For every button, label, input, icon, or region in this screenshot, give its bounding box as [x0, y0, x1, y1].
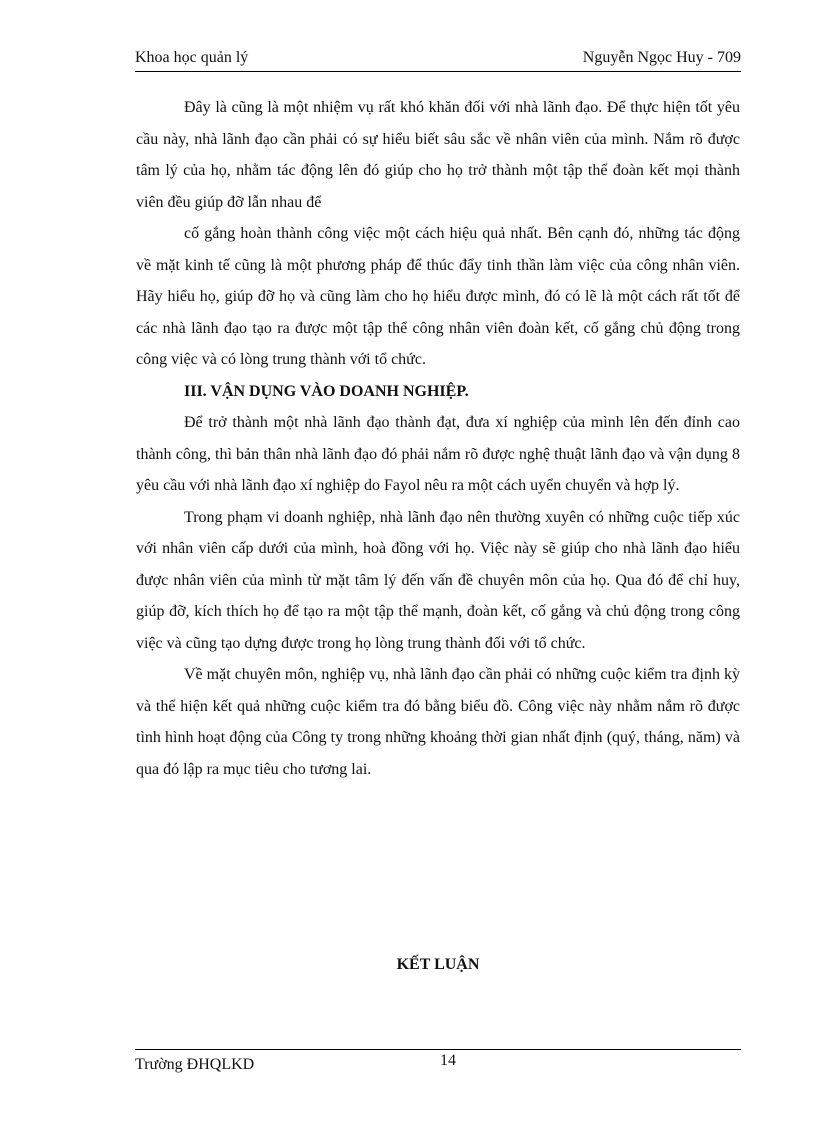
- header-subject: Khoa học quản lý: [135, 49, 249, 66]
- page-number: 14: [440, 1052, 456, 1069]
- paragraph-4: Trong phạm vi doanh nghiệp, nhà lãnh đạo nên thường xuyên có những cuộc tiếp xúc với nhân viên cấp dưới của mình, hoà đồng với họ. Việc này sẽ giúp cho nhà lãnh đạo hiểu được nhân viên của mình từ mặt tâm lý đến vấn đề chuyên môn của họ. Qua đó để chỉ huy, giúp đỡ, kích thích họ để tạo ra một tập thể mạnh, đoàn kết, cố gắng và chủ động trong công việc và cũng tạo dựng được trong họ lòng trung thành đối với tổ chức.: [136, 508, 740, 652]
- section-heading: III. VẬN DỤNG VÀO DOANH NGHIỆP.: [184, 382, 469, 400]
- paragraph-1: Đây là cũng là một nhiệm vụ rất khó khăn đối với nhà lãnh đạo. Để thực hiện tốt yêu cầu này, nhà lãnh đạo cần phải có sự hiểu biết sâu sắc về nhân viên của mình. Nắm rõ được tâm lý của họ, nhằm tác động lên đó giúp cho họ trở thành một tập thể đoàn kết mọi thành viên đều giúp đỡ lẫn nhau để: [136, 99, 740, 211]
- paragraph-5: Về mặt chuyên môn, nghiệp vụ, nhà lãnh đạo cần phải có những cuộc kiểm tra định kỳ và thể hiện kết quả những cuộc kiểm tra đó bằng biểu đồ. Công việc này nhằm nắm rõ được tình hình hoạt động của Công ty trong những khoảng thời gian nhất định (quý, tháng, năm) và qua đó lập ra mục tiêu cho tương lai.: [136, 666, 740, 778]
- paragraph-3: Để trở thành một nhà lãnh đạo thành đạt, đưa xí nghiệp của mình lên đến đỉnh cao thành công, thì bản thân nhà lãnh đạo đó phải nắm rõ được nghệ thuật lãnh đạo và vận dụng 8 yêu cầu với nhà lãnh đạo xí nghiệp do Fayol nêu ra một cách uyển chuyển và hợp lý.: [136, 414, 740, 494]
- header-author: Nguyễn Ngọc Huy - 709: [582, 49, 741, 66]
- document-body: [136, 92, 740, 785]
- conclusion-title: KẾT LUẬN: [396, 956, 480, 973]
- paragraph-2: cố gắng hoàn thành công việc một cách hiệu quả nhất. Bên cạnh đó, những tác động về mặt kinh tế cũng là một phương pháp để thúc đẩy tinh thần làm việc của công nhân viên. Hãy hiểu họ, giúp đỡ họ và cũng làm cho họ hiểu được mình, đó có lẽ là một cách rất tốt để các nhà lãnh đạo tạo ra được một tập thể công nhân viên đoàn kết, cố gắng chủ động trong công việc và có lòng trung thành với tổ chức.: [136, 225, 740, 368]
- page-footer: [135, 1049, 741, 1076]
- page-header: [135, 49, 741, 72]
- footer-school: Trường ĐHQLKD: [135, 1056, 255, 1073]
